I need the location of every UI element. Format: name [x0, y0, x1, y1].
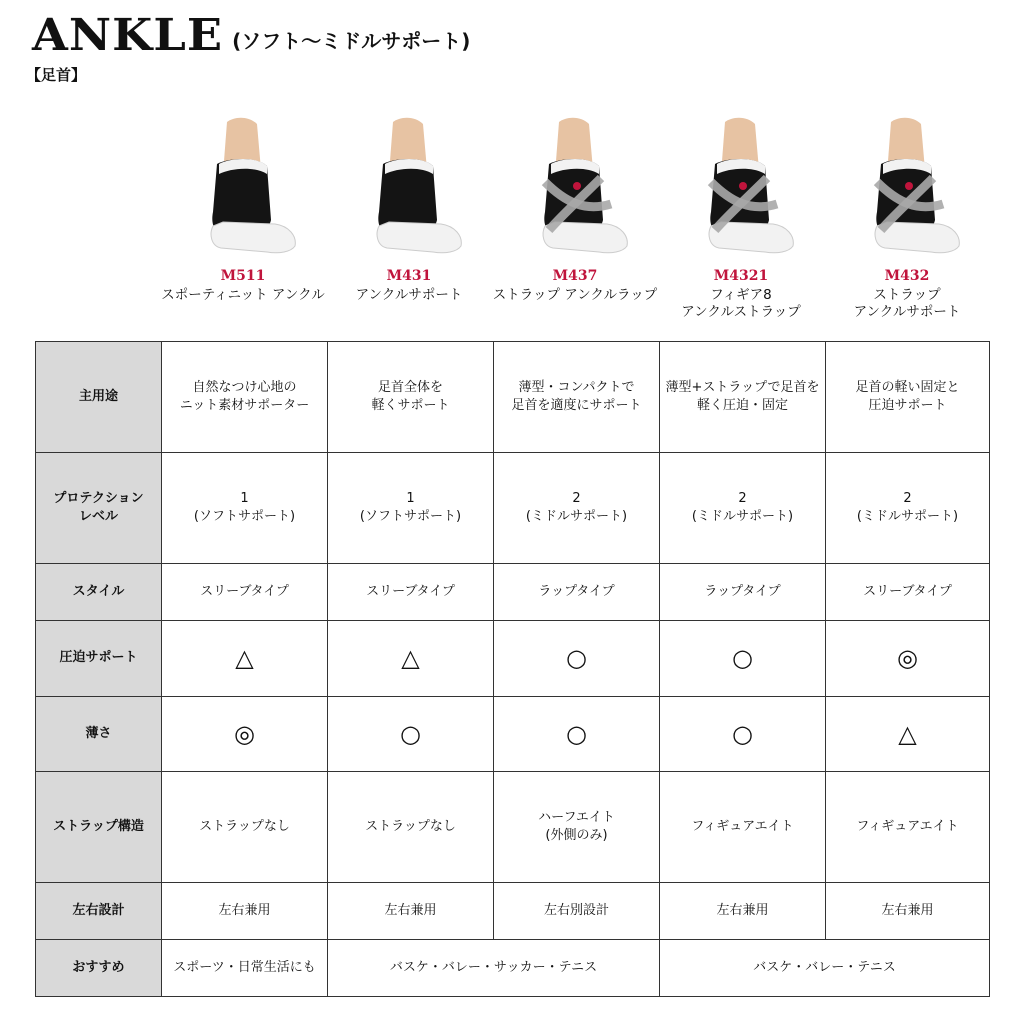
cell-line: スリーブタイプ	[200, 584, 289, 600]
cell-line: 左右兼用	[218, 902, 271, 918]
cell-line: 足首全体を	[377, 380, 443, 396]
table-cell	[660, 342, 826, 453]
rating-symbol: ○	[732, 719, 753, 748]
product-name-line: フィギア8	[710, 287, 772, 303]
rating-symbol: △	[401, 644, 420, 673]
table-cell	[660, 771, 826, 882]
product-name-line: アンクルサポート	[853, 304, 961, 320]
product-name-line: スポーティニット アンクル	[161, 287, 325, 303]
cell-line: ストラップなし	[199, 818, 290, 834]
cell-line: フィギュアエイト	[856, 818, 959, 834]
cell-line: スポーツ・日常生活にも	[173, 959, 316, 975]
row-header	[36, 342, 162, 453]
table-cell	[660, 453, 826, 564]
cell-line: ニット素材サポーター	[179, 398, 310, 414]
row-header	[36, 621, 162, 696]
table-row	[36, 696, 990, 771]
rating-symbol: △	[235, 644, 254, 673]
table-cell	[162, 453, 328, 564]
spec-comparison-table	[35, 341, 990, 997]
cell-line: スリーブタイプ	[366, 584, 455, 600]
ankle-support-image	[160, 112, 326, 262]
product-code: M431	[386, 268, 432, 284]
table-cell	[660, 564, 826, 621]
table-cell	[162, 621, 328, 696]
product-card	[160, 112, 326, 321]
cell-line: (ミドルサポート)	[691, 509, 794, 525]
cell-line: 2	[572, 491, 581, 507]
table-cell	[826, 696, 990, 771]
cell-line: 足首を適度にサポート	[511, 398, 642, 414]
section-label: 【足首】	[26, 66, 87, 84]
product-lineup	[160, 112, 990, 321]
product-code: M437	[552, 268, 598, 284]
rating-symbol: ○	[732, 644, 753, 673]
table-cell	[494, 342, 660, 453]
table-cell	[328, 771, 494, 882]
cell-line: (外側のみ)	[545, 827, 608, 843]
product-name-line: アンクルサポート	[355, 287, 463, 303]
table-row	[36, 453, 990, 564]
product-code: M432	[884, 268, 930, 284]
table-row	[36, 621, 990, 696]
table-cell	[826, 453, 990, 564]
cell-line: 左右別設計	[543, 902, 609, 918]
product-card	[824, 112, 990, 321]
cell-line: バスケ・バレー・テニス	[753, 959, 896, 975]
table-cell	[494, 564, 660, 621]
table-cell	[826, 771, 990, 882]
cell-line: 自然なつけ心地の	[192, 380, 297, 396]
row-header-line: プロテクション	[53, 491, 144, 507]
row-header-line: レベル	[78, 509, 118, 525]
ankle-support-image	[824, 112, 990, 262]
cell-line: 2	[903, 491, 912, 507]
row-header	[36, 696, 162, 771]
table-row	[36, 882, 990, 939]
cell-line: バスケ・バレー・サッカー・テニス	[389, 959, 598, 975]
title-row	[32, 10, 471, 61]
table-cell	[494, 882, 660, 939]
cell-line: フィギュアエイト	[691, 818, 794, 834]
product-code: M511	[220, 268, 266, 284]
cell-line: (ミドルサポート)	[525, 509, 628, 525]
header	[26, 10, 471, 85]
table-cell	[328, 621, 494, 696]
row-header	[36, 771, 162, 882]
rating-symbol: ◎	[897, 644, 918, 673]
table-cell	[494, 771, 660, 882]
table-cell	[660, 621, 826, 696]
cell-line: (ソフトサポート)	[193, 509, 296, 525]
rating-symbol: ○	[566, 719, 587, 748]
row-header-line: ストラップ構造	[53, 818, 144, 834]
product-card	[326, 112, 492, 321]
cell-line: ラップタイプ	[704, 584, 781, 600]
cell-line: 1	[406, 491, 415, 507]
cell-line: ラップタイプ	[538, 584, 615, 600]
cell-line: (ソフトサポート)	[359, 509, 462, 525]
table-cell	[660, 939, 990, 996]
table-cell	[328, 882, 494, 939]
product-name	[658, 287, 824, 321]
rating-symbol: ○	[566, 644, 587, 673]
cell-line: 左右兼用	[716, 902, 769, 918]
ankle-support-image	[492, 112, 658, 262]
table-cell	[660, 882, 826, 939]
product-card	[492, 112, 658, 321]
table-cell	[162, 939, 328, 996]
row-header	[36, 882, 162, 939]
product-name	[824, 287, 990, 321]
row-header-line: おすすめ	[72, 959, 125, 975]
table-row	[36, 939, 990, 996]
cell-line: 足首の軽い固定と	[855, 380, 960, 396]
rating-symbol: ○	[400, 719, 421, 748]
cell-line: ストラップなし	[365, 818, 456, 834]
table-cell	[826, 342, 990, 453]
cell-line: 軽く圧迫・固定	[696, 398, 788, 414]
table-cell	[328, 453, 494, 564]
table-cell	[660, 696, 826, 771]
row-header-line: 圧迫サポート	[59, 650, 138, 666]
row-header	[36, 564, 162, 621]
product-name	[160, 287, 326, 304]
cell-line: スリーブタイプ	[863, 584, 952, 600]
row-header-line: 左右設計	[72, 902, 125, 918]
page-subtitle: (ソフト〜ミドルサポート)	[232, 29, 471, 53]
table-cell	[162, 342, 328, 453]
rating-symbol: △	[898, 719, 917, 748]
product-name-line: アンクルストラップ	[681, 304, 801, 320]
row-header	[36, 939, 162, 996]
cell-line: 圧迫サポート	[868, 398, 947, 414]
table-cell	[494, 696, 660, 771]
table-cell	[162, 882, 328, 939]
table-cell	[826, 882, 990, 939]
product-name-line: ストラップ アンクルラップ	[492, 287, 658, 303]
product-card	[658, 112, 824, 321]
product-code: M4321	[713, 268, 769, 284]
cell-line: (ミドルサポート)	[856, 509, 959, 525]
cell-line: 2	[738, 491, 747, 507]
table-cell	[328, 342, 494, 453]
row-header-line: 主用途	[78, 389, 118, 405]
cell-line: 左右兼用	[384, 902, 437, 918]
table-cell	[328, 939, 660, 996]
table-cell	[162, 696, 328, 771]
table-cell	[162, 771, 328, 882]
table-cell	[826, 621, 990, 696]
table-row	[36, 564, 990, 621]
ankle-support-image	[658, 112, 824, 262]
page-title: ANKLE	[32, 10, 224, 61]
table-row	[36, 342, 990, 453]
cell-line: 薄型+ストラップで足首を	[665, 380, 820, 396]
table-cell	[162, 564, 328, 621]
table-cell	[328, 696, 494, 771]
row-header-line: 薄さ	[85, 725, 112, 741]
rating-symbol: ◎	[234, 719, 255, 748]
table-row	[36, 771, 990, 882]
row-header-line: スタイル	[72, 584, 125, 600]
cell-line: ハーフエイト	[538, 809, 615, 825]
row-header	[36, 453, 162, 564]
product-name	[326, 287, 492, 304]
ankle-support-image	[326, 112, 492, 262]
cell-line: 左右兼用	[881, 902, 934, 918]
cell-line: 軽くサポート	[371, 398, 450, 414]
table-cell	[826, 564, 990, 621]
cell-line: 1	[240, 491, 249, 507]
product-name	[492, 287, 658, 304]
table-cell	[494, 453, 660, 564]
table-cell	[328, 564, 494, 621]
product-name-line: ストラップ	[873, 287, 941, 303]
cell-line: 薄型・コンパクトで	[518, 380, 635, 396]
table-cell	[494, 621, 660, 696]
